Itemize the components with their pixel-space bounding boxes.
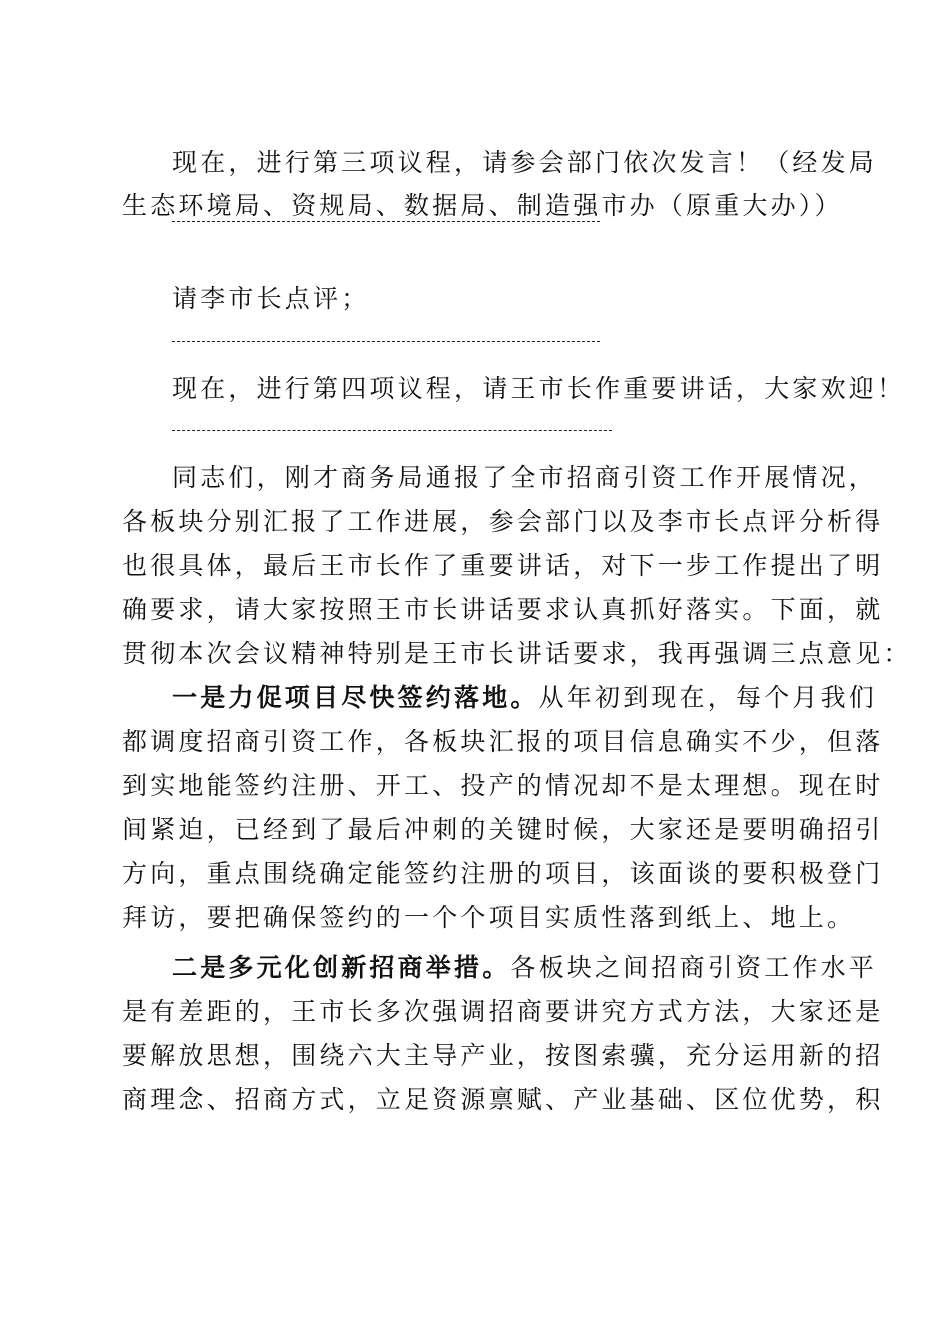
separator-line: [172, 341, 600, 342]
summary-line-3: 也很具体，最后王市长作了重要讲话，对下一步工作提出了明: [122, 551, 884, 580]
point1-first-line-text: 从年初到现在，每个月我们: [538, 683, 878, 712]
point1-line-3: 到实地能签约注册、开工、投产的情况却不是太理想。现在时: [122, 771, 884, 800]
point1-heading: 一是力促项目尽快签约落地。: [172, 683, 539, 712]
point2-first-line: [172, 945, 878, 990]
summary-line-4: 确要求，请大家按照王市长讲话要求认真抓好落实。下面，就: [122, 595, 884, 624]
point2-line-2: 是有差距的，王市长多次强调招商要讲究方式方法，大家还是: [122, 997, 884, 1026]
summary-line-5: 贯彻本次会议精神特别是王市长讲话要求，我再强调三点意见：: [122, 639, 912, 668]
separator-line: [172, 221, 600, 222]
point1-first-line: [172, 675, 878, 720]
point1-line-6: 拜访，要把确保签约的一个个项目实质性落到纸上、地上。: [122, 903, 856, 932]
agenda-item3-line1: 现在，进行第三项议程，请参会部门依次发言！（经发局: [172, 148, 878, 177]
summary-line-1: 同志们，刚才商务局通报了全市招商引资工作开展情况，: [172, 463, 878, 492]
agenda-comment: 请李市长点评；: [172, 284, 370, 313]
point2-first-line-text: 各板块之间招商引资工作水平: [510, 953, 878, 982]
point2-line-3: 要解放思想，围绕六大主导产业，按图索骥，充分运用新的招: [122, 1041, 884, 1070]
separator-line: [172, 430, 612, 431]
point1-line-2: 都调度招商引资工作，各板块汇报的项目信息确实不少，但落: [122, 727, 884, 756]
point2-line-4: 商理念、招商方式，立足资源禀赋、产业基础、区位优势，积: [122, 1085, 884, 1114]
summary-line-2: 各板块分别汇报了工作进展，参会部门以及李市长点评分析得: [122, 507, 884, 536]
agenda-item4: 现在，进行第四项议程，请王市长作重要讲话，大家欢迎！: [172, 374, 906, 403]
agenda-item3-line2: 生态环境局、资规局、数据局、制造强市办（原重大办））: [122, 191, 843, 220]
point1-line-4: 间紧迫，已经到了最后冲刺的关键时候，大家还是要明确招引: [122, 815, 884, 844]
point2-heading: 二是多元化创新招商举措。: [172, 953, 511, 982]
point1-line-5: 方向，重点围绕确定能签约注册的项目，该面谈的要积极登门: [122, 859, 884, 888]
